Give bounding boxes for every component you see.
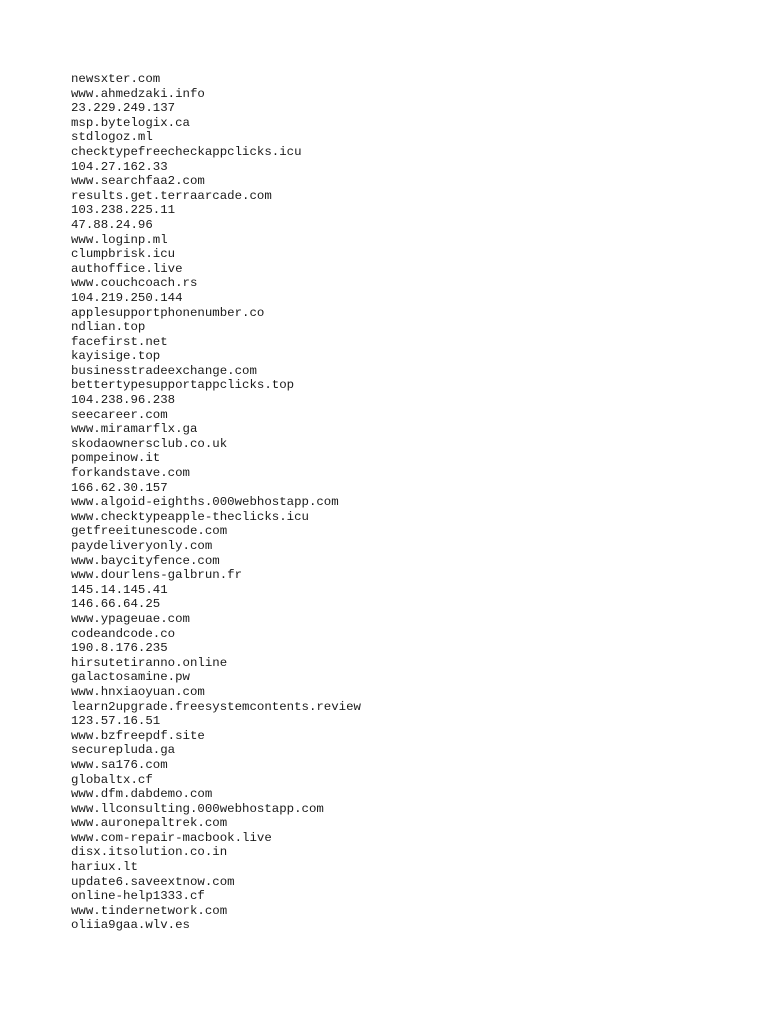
domain-list-item: securepluda.ga (71, 743, 176, 758)
domain-list-item: www.searchfaa2.com (71, 174, 205, 189)
domain-list-item: newsxter.com (71, 72, 161, 86)
domain-list-item: getfreeitunescode.com (71, 524, 228, 539)
domain-list-item: businesstradeexchange.com (71, 363, 257, 378)
domain-list-item: globaltx.cf (71, 772, 153, 787)
domain-list-item: bettertypesupportappclicks.top (71, 378, 295, 393)
domain-list-item: update6.saveextnow.com (71, 874, 235, 889)
domain-list-item: oliia9gaa.wlv.es (71, 918, 190, 933)
domain-list-item: disx.itsolution.co.in (71, 845, 228, 860)
domain-list-item: ndlian.top (71, 320, 146, 335)
domain-list-item: kayisige.top (71, 349, 161, 364)
domain-list-item: www.llconsulting.000webhostapp.com (71, 801, 324, 816)
domain-list-item: hariux.lt (71, 860, 138, 875)
domain-list-item: 166.62.30.157 (71, 480, 168, 495)
domain-list-item: 104.238.96.238 (71, 393, 176, 408)
domain-list-item: hirsutetiranno.online (71, 655, 228, 670)
domain-list-item: www.dfm.dabdemo.com (71, 787, 213, 802)
domain-list-item: 104.219.250.144 (71, 290, 183, 305)
domain-list-item: 145.14.145.41 (71, 582, 168, 597)
domain-list-item: www.sa176.com (71, 757, 168, 772)
domain-list-item: www.miramarflx.ga (71, 422, 198, 437)
domain-list-item: 123.57.16.51 (71, 714, 161, 729)
domain-list-item: www.loginp.ml (71, 232, 168, 247)
domain-list-item: paydeliveryonly.com (71, 539, 213, 553)
domain-list-item: authoffice.live (71, 261, 183, 276)
domain-list-item: stdlogoz.ml (71, 130, 153, 145)
domain-list (71, 72, 361, 933)
domain-list-item: seecareer.com (71, 407, 168, 422)
domain-list-item: 47.88.24.96 (71, 217, 153, 232)
domain-list-item: 23.229.249.137 (71, 101, 176, 116)
domain-list-item: 146.66.64.25 (71, 597, 161, 612)
domain-list-item: pompeinow.it (71, 451, 161, 466)
domain-list-item: www.couchcoach.rs (71, 276, 198, 291)
domain-list-item: www.algoid-eighths.000webhostapp.com (71, 495, 339, 510)
domain-list-item: www.ahmedzaki.info (71, 86, 205, 101)
domain-list-item: clumpbrisk.icu (71, 247, 176, 262)
domain-list-item: learn2upgrade.freesystemcontents.review (71, 699, 361, 714)
domain-list-item: applesupportphonenumber.co (71, 305, 265, 320)
domain-list-item: www.bzfreepdf.site (71, 728, 205, 743)
domain-list-item: online-help1333.cf (71, 889, 205, 904)
domain-list-item: www.dourlens-galbrun.fr (71, 568, 243, 583)
domain-list-item: galactosamine.pw (71, 670, 190, 685)
domain-list-item: www.auronepaltrek.com (71, 816, 228, 831)
domain-list-item: www.checktypeapple-theclicks.icu (71, 509, 309, 524)
domain-list-item: codeandcode.co (71, 626, 176, 641)
domain-list-item: checktypefreecheckappclicks.icu (71, 144, 302, 159)
domain-list-item: results.get.terraarcade.com (71, 188, 272, 203)
domain-list-item: www.baycityfence.com (71, 553, 220, 568)
domain-list-item: skodaownersclub.co.uk (71, 436, 228, 451)
domain-list-item: forkandstave.com (71, 466, 190, 481)
domain-list-item: www.com-repair-macbook.live (71, 830, 272, 845)
domain-list-item: 103.238.225.11 (71, 203, 176, 218)
domain-list-item: www.tindernetwork.com (71, 903, 228, 918)
domain-list-item: 104.27.162.33 (71, 159, 168, 174)
domain-list-item: msp.bytelogix.ca (71, 115, 190, 130)
domain-list-item: 190.8.176.235 (71, 641, 168, 656)
domain-list-item: facefirst.net (71, 334, 168, 349)
domain-list-item: www.ypageuae.com (71, 611, 190, 626)
domain-list-item: www.hnxiaoyuan.com (71, 684, 205, 699)
